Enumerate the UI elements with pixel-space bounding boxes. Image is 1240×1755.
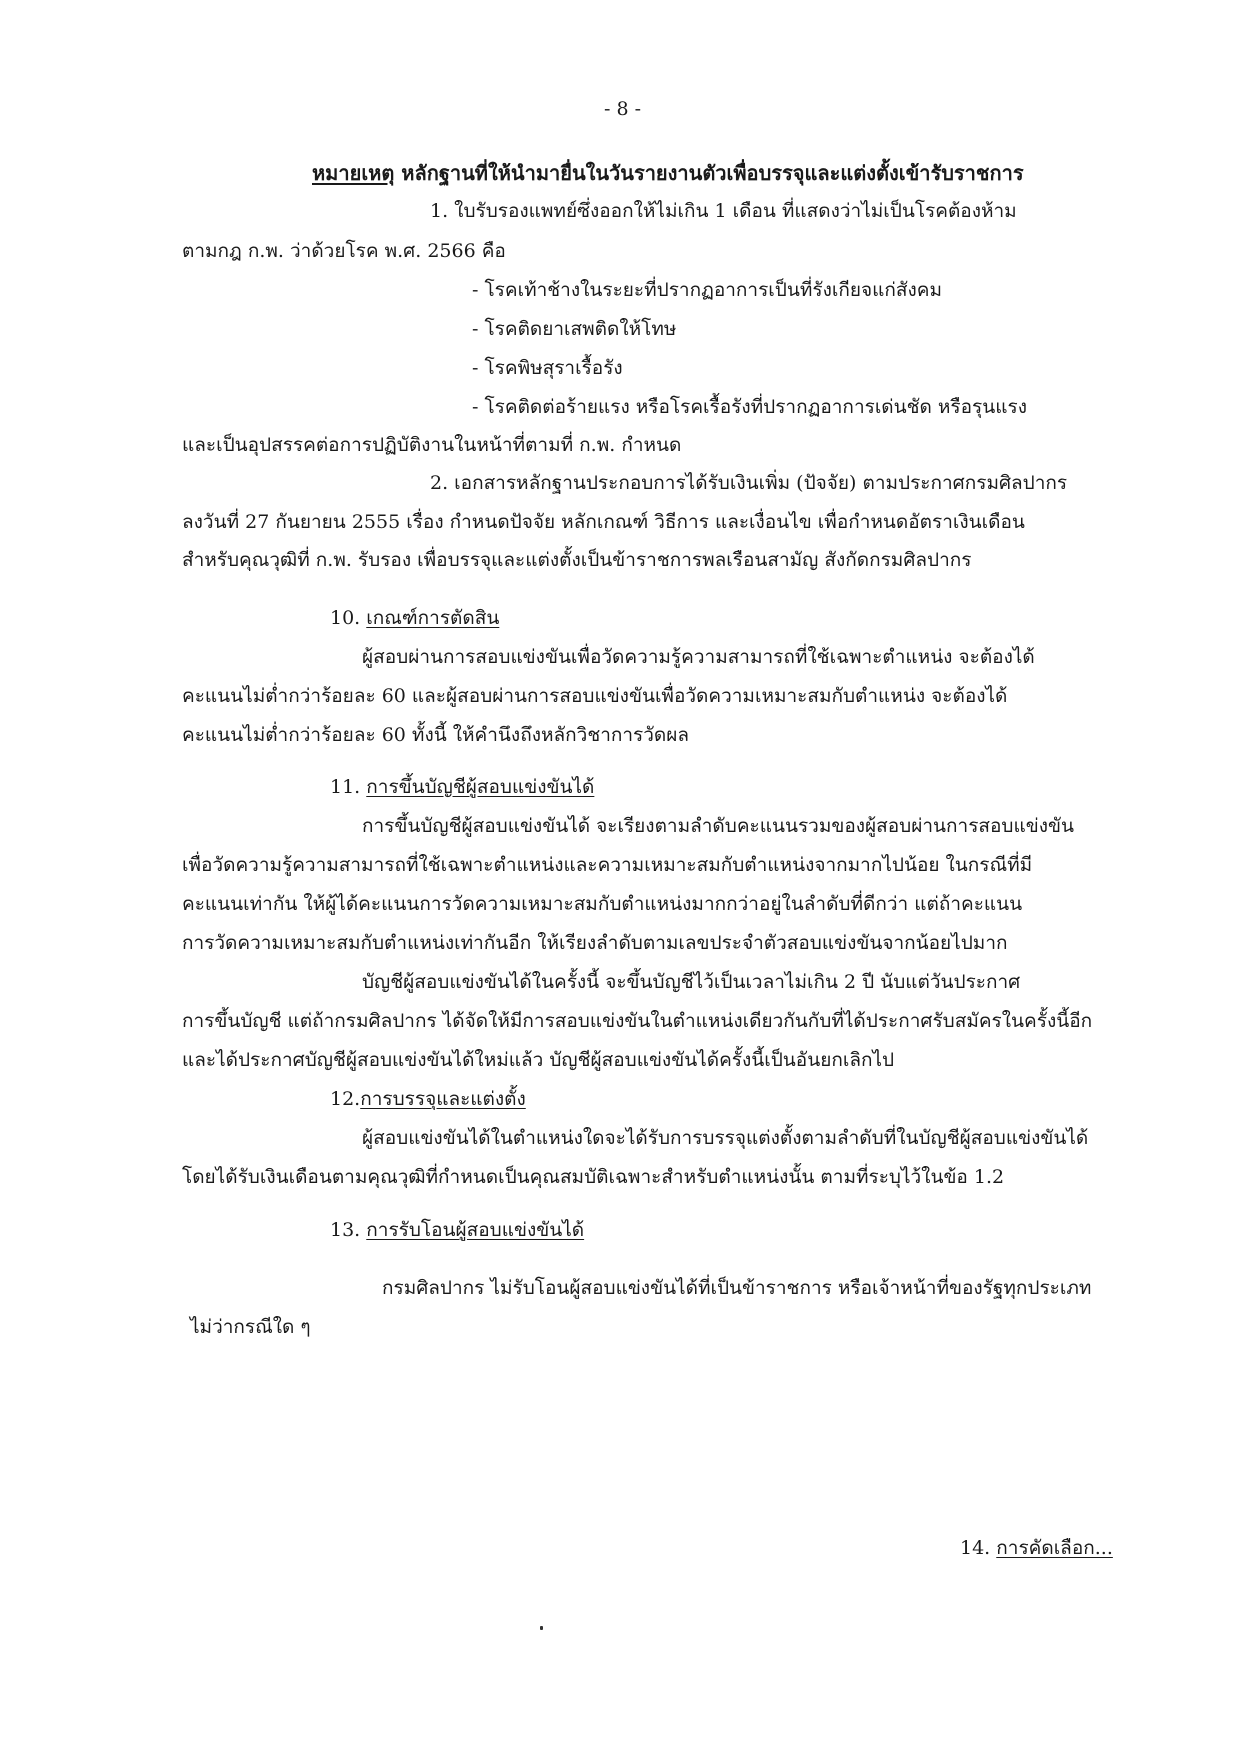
page-number: - 8 -: [604, 98, 642, 120]
stray-mark: [540, 1626, 543, 1630]
section-11-p2-line: การขึ้นบัญชี แต่ถ้ากรมศิลปากร ได้จัดให้มีการสอบแข่งขันในตำแหน่งเดียวกันกับที่ได้ประกาศรับสมัครในครั้งนี้อีก: [182, 1010, 1093, 1032]
disease-item: - โรคเท้าช้างในระยะที่ปรากฏอาการเป็นที่รังเกียจแก่สังคม: [472, 279, 942, 301]
next-section-title: การคัดเลือก...: [996, 1537, 1113, 1559]
section-13-number: 13.: [330, 1219, 361, 1241]
section-10-line: คะแนนไม่ต่ำกว่าร้อยละ 60 และผู้สอบผ่านการสอบแข่งขันเพื่อวัดความเหมาะสมกับตำแหน่ง จะต้องได้: [182, 685, 1008, 707]
next-section-number: 14.: [960, 1537, 991, 1559]
section-11-title: การขึ้นบัญชีผู้สอบแข่งขันได้: [366, 776, 595, 798]
note-item2-line2: ลงวันที่ 27 กันยายน 2555 เรื่อง กำหนดปัจจัย หลักเกณฑ์ วิธีการ และเงื่อนไข เพื่อกำหนดอัตราเงินเดือน: [182, 511, 1025, 533]
section-10-heading: [330, 605, 499, 631]
disease-item: - โรคพิษสุราเรื้อรัง: [472, 357, 623, 379]
section-10-line: ผู้สอบผ่านการสอบแข่งขันเพื่อวัดความรู้ความสามารถที่ใช้เฉพาะตำแหน่ง จะต้องได้: [362, 646, 1035, 668]
section-13-heading: [330, 1217, 584, 1243]
note-label: หมายเหตุ: [312, 161, 395, 185]
note-item1-line2: ตามกฎ ก.พ. ว่าด้วยโรค พ.ศ. 2566 คือ: [182, 240, 506, 262]
disease-item: - โรคติดต่อร้ายแรง หรือโรคเรื้อรังที่ปรากฏอาการเด่นชัด หรือรุนแรง: [472, 396, 1027, 418]
disease-item: - โรคติดยาเสพติดให้โทษ: [472, 318, 677, 340]
section-11-p1-line: คะแนนเท่ากัน ให้ผู้ได้คะแนนการวัดความเหมาะสมกับตำแหน่งมากกว่าอยู่ในลำดับที่ดีกว่า แต่ถ้าคะแนน: [182, 893, 1023, 915]
section-13-line: กรมศิลปากร ไม่รับโอนผู้สอบแข่งขันได้ที่เป็นข้าราชการ หรือเจ้าหน้าที่ของรัฐทุกประเภท: [382, 1277, 1092, 1299]
section-11-p1-line: การวัดความเหมาะสมกับตำแหน่งเท่ากันอีก ให้เรียงลำดับตามเลขประจำตัวสอบแข่งขันจากน้อยไปมาก: [182, 932, 1008, 954]
section-12-title: การบรรจุและแต่งตั้ง: [360, 1088, 526, 1110]
note-item1-line1: 1. ใบรับรองแพทย์ซึ่งออกให้ไม่เกิน 1 เดือน ที่แสดงว่าไม่เป็นโรคต้องห้าม: [430, 200, 1017, 222]
section-11-number: 11.: [330, 776, 361, 798]
section-13-line: ไม่ว่ากรณีใด ๆ: [190, 1316, 311, 1338]
section-12-line: โดยได้รับเงินเดือนตามคุณวุฒิที่กำหนดเป็นคุณสมบัติเฉพาะสำหรับตำแหน่งนั้น ตามที่ระบุไว้ในข้อ 1.2: [182, 1166, 1005, 1188]
note-heading: [312, 160, 1024, 186]
note-item1-line3: และเป็นอุปสรรคต่อการปฏิบัติงานในหน้าที่ตามที่ ก.พ. กำหนด: [182, 434, 682, 456]
section-11-p2-line: บัญชีผู้สอบแข่งขันได้ในครั้งนี้ จะขึ้นบัญชีไว้เป็นเวลาไม่เกิน 2 ปี นับแต่วันประกาศ: [362, 971, 1021, 993]
section-12-number: 12.: [330, 1088, 361, 1110]
section-11-p1-line: การขึ้นบัญชีผู้สอบแข่งขันได้ จะเรียงตามลำดับคะแนนรวมของผู้สอบผ่านการสอบแข่งขัน: [362, 815, 1074, 837]
section-11-p1-line: เพื่อวัดความรู้ความสามารถที่ใช้เฉพาะตำแหน่งและความเหมาะสมกับตำแหน่งจากมากไปน้อย ในกรณีที่มี: [182, 854, 1033, 876]
note-item2-line3: สำหรับคุณวุฒิที่ ก.พ. รับรอง เพื่อบรรจุและแต่งตั้งเป็นข้าราชการพลเรือนสามัญ สังกัดกรมศิลปากร: [182, 549, 972, 571]
continuation-marker: [960, 1535, 1113, 1561]
section-10-title: เกณฑ์การตัดสิน: [366, 607, 500, 629]
section-11-heading: [330, 774, 594, 800]
section-13-title: การรับโอนผู้สอบแข่งขันได้: [366, 1219, 585, 1241]
section-11-p2-line: และได้ประกาศบัญชีผู้สอบแข่งขันได้ใหม่แล้ว บัญชีผู้สอบแข่งขันได้ครั้งนี้เป็นอันยกเลิกไป: [182, 1049, 895, 1071]
section-12-heading: [330, 1086, 526, 1112]
section-12-line: ผู้สอบแข่งขันได้ในตำแหน่งใดจะได้รับการบรรจุแต่งตั้งตามลำดับที่ในบัญชีผู้สอบแข่งขันได้: [362, 1127, 1089, 1149]
section-10-line: คะแนนไม่ต่ำกว่าร้อยละ 60 ทั้งนี้ ให้คำนึงถึงหลักวิชาการวัดผล: [182, 724, 690, 746]
note-title: หลักฐานที่ให้นำมายื่นในวันรายงานตัวเพื่อบรรจุและแต่งตั้งเข้ารับราชการ: [401, 161, 1024, 185]
note-item2-line1: 2. เอกสารหลักฐานประกอบการได้รับเงินเพิ่ม (ปัจจัย) ตามประกาศกรมศิลปากร: [430, 472, 1068, 494]
section-10-number: 10.: [330, 607, 361, 629]
